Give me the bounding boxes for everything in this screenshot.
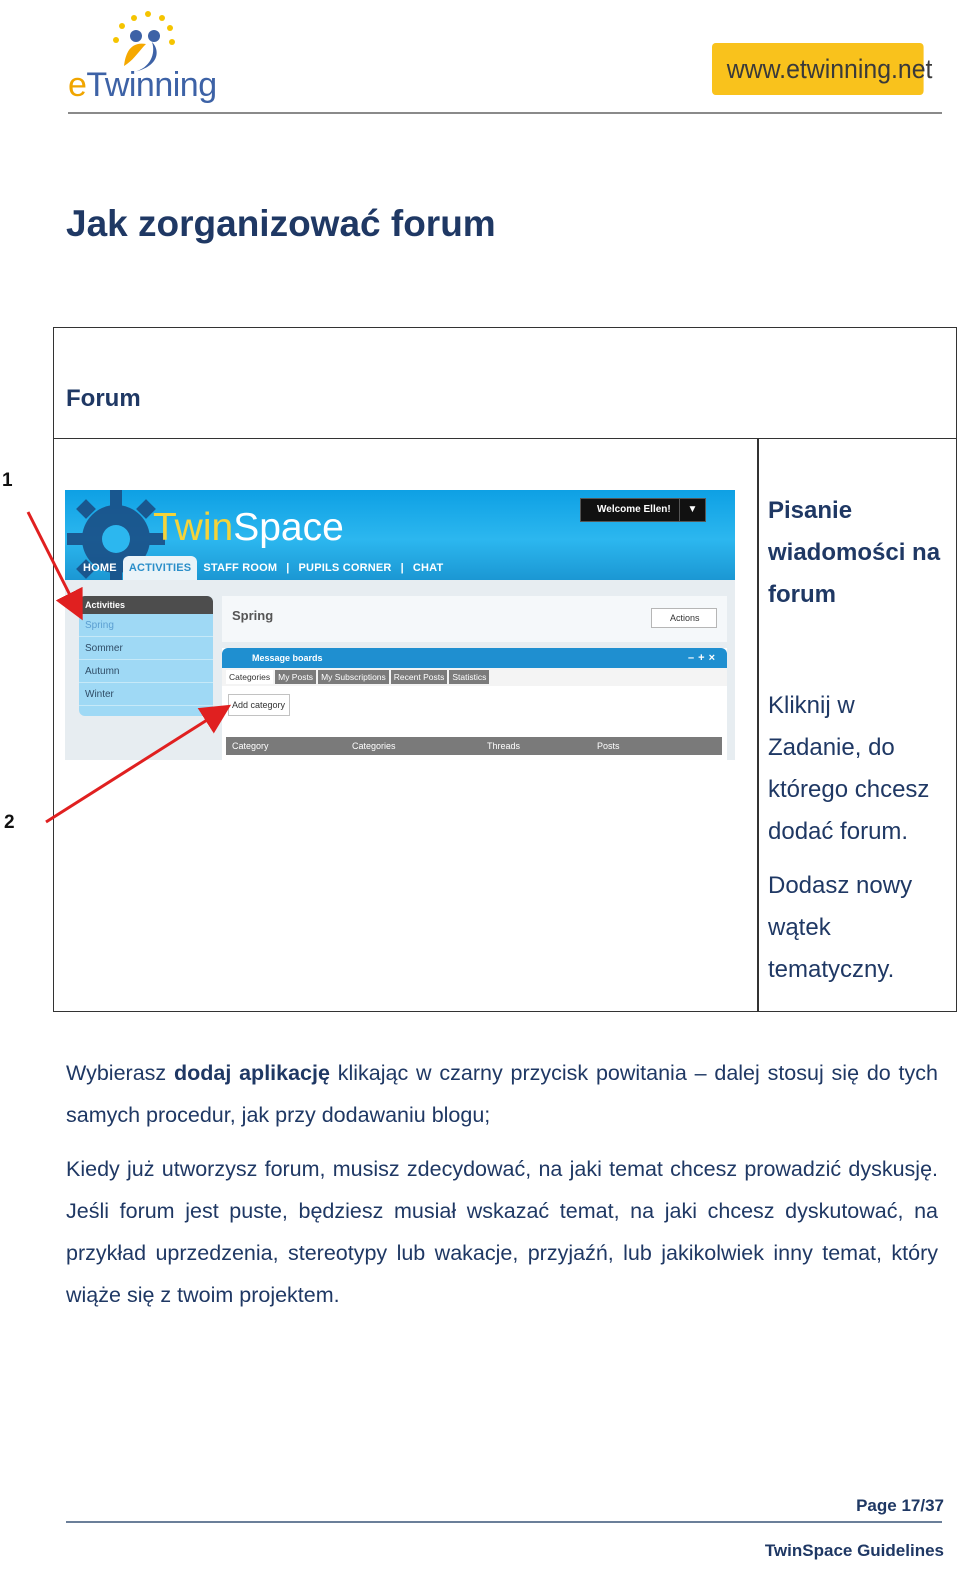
nav-home[interactable]: HOME [83,562,117,574]
footer-guide-title: TwinSpace Guidelines [764,1541,944,1560]
logo-wordmark-rest: Twinning [86,66,217,104]
tab-recent-posts[interactable]: Recent Posts [391,670,448,684]
activities-sidebar [79,596,213,716]
column-category: Category [232,741,269,751]
p1-text-b: klikając w czarny przycisk powitania – dalej stosuj się do tych samych procedur, jak przy dodawaniu blogu; [66,1061,938,1127]
step-marker-1: 1 [2,470,13,491]
logo-wordmark: eTwinning [68,66,217,104]
sidebar-item-winter[interactable]: Winter [79,683,213,706]
nav-staff-room[interactable]: STAFF ROOM [203,562,278,574]
welcome-label: Welcome Ellen! [597,504,671,515]
message-boards-title: Message boards [252,653,323,663]
page-name: Spring [232,608,274,623]
sidebar-header: Activities [79,596,213,614]
category-table-header [226,737,722,755]
brand-twin: Twin [153,506,234,549]
tab-my-posts[interactable]: My Posts [275,670,316,684]
message-boards-tabs [222,668,727,686]
page-title: Jak zorganizować forum [66,203,496,244]
nav-activities[interactable]: ACTIVITIES [123,556,198,580]
column-threads: Threads [487,741,521,751]
twinspace-header [65,490,735,580]
nav-separator: | [286,562,290,574]
paragraph-add-app [66,1052,938,1136]
tab-my-subscriptions[interactable]: My Subscriptions [318,670,389,684]
sidebar-item-spring[interactable]: Spring [79,614,213,637]
side-title: Pisanie wiadomości na forum [768,497,941,608]
side-instruction-2: Dodasz nowy wątek tematyczny. [768,872,913,983]
message-boards-panel [222,648,727,760]
side-instruction-1: Kliknij w Zadanie, do którego chcesz dodać forum. [768,692,930,845]
message-boards-header [222,648,727,668]
welcome-button[interactable] [580,498,706,522]
add-category-button[interactable]: Add category [228,694,290,716]
p1-text-a: Wybierasz [66,1061,174,1085]
twinspace-screenshot [65,490,735,760]
chevron-down-icon[interactable]: ▼ [679,499,705,521]
sidebar-item-autumn[interactable]: Autumn [79,660,213,683]
table-header [54,328,956,439]
url-badge: www.etwinning.net [712,43,924,95]
footer-divider [66,1521,942,1523]
column-posts: Posts [597,741,620,751]
actions-label: Actions [670,613,700,623]
column-categories: Categories [352,741,396,751]
brand-space: Space [233,506,344,549]
page-header [222,596,727,642]
nav-pupils-corner[interactable]: PUPILS CORNER [298,562,392,574]
nav-separator: | [400,562,404,574]
header-divider [68,112,942,114]
panel-controls-icon[interactable]: –+× [688,652,719,664]
nav-chat[interactable]: CHAT [412,562,444,574]
tab-statistics[interactable]: Statistics [449,670,489,684]
table-header-title: Forum [66,385,141,412]
sidebar-item-sommer[interactable]: Sommer [79,637,213,660]
paragraph-topic: Kiedy już utworzysz forum, musisz zdecydować, na jaki temat chcesz prowadzić dyskusję. Jeśli forum jest puste, będziesz musiał wskazać temat, na jaki chcesz dyskutować, na przykład uprzedzenia, stereotypy lub wakacje, przyjaźń, lub jakikolwiek inny temat, który wiąże się z twoim projektem. [66,1157,938,1307]
step-marker-2: 2 [4,812,15,833]
tab-categories[interactable]: Categories [226,670,273,684]
twinspace-brand [153,506,344,550]
actions-button[interactable] [651,608,717,628]
twinspace-nav [77,556,449,580]
p1-bold: dodaj aplikację [173,1061,330,1085]
table-column-divider [757,439,759,1011]
page-number: Page 17/37 [856,1496,944,1515]
